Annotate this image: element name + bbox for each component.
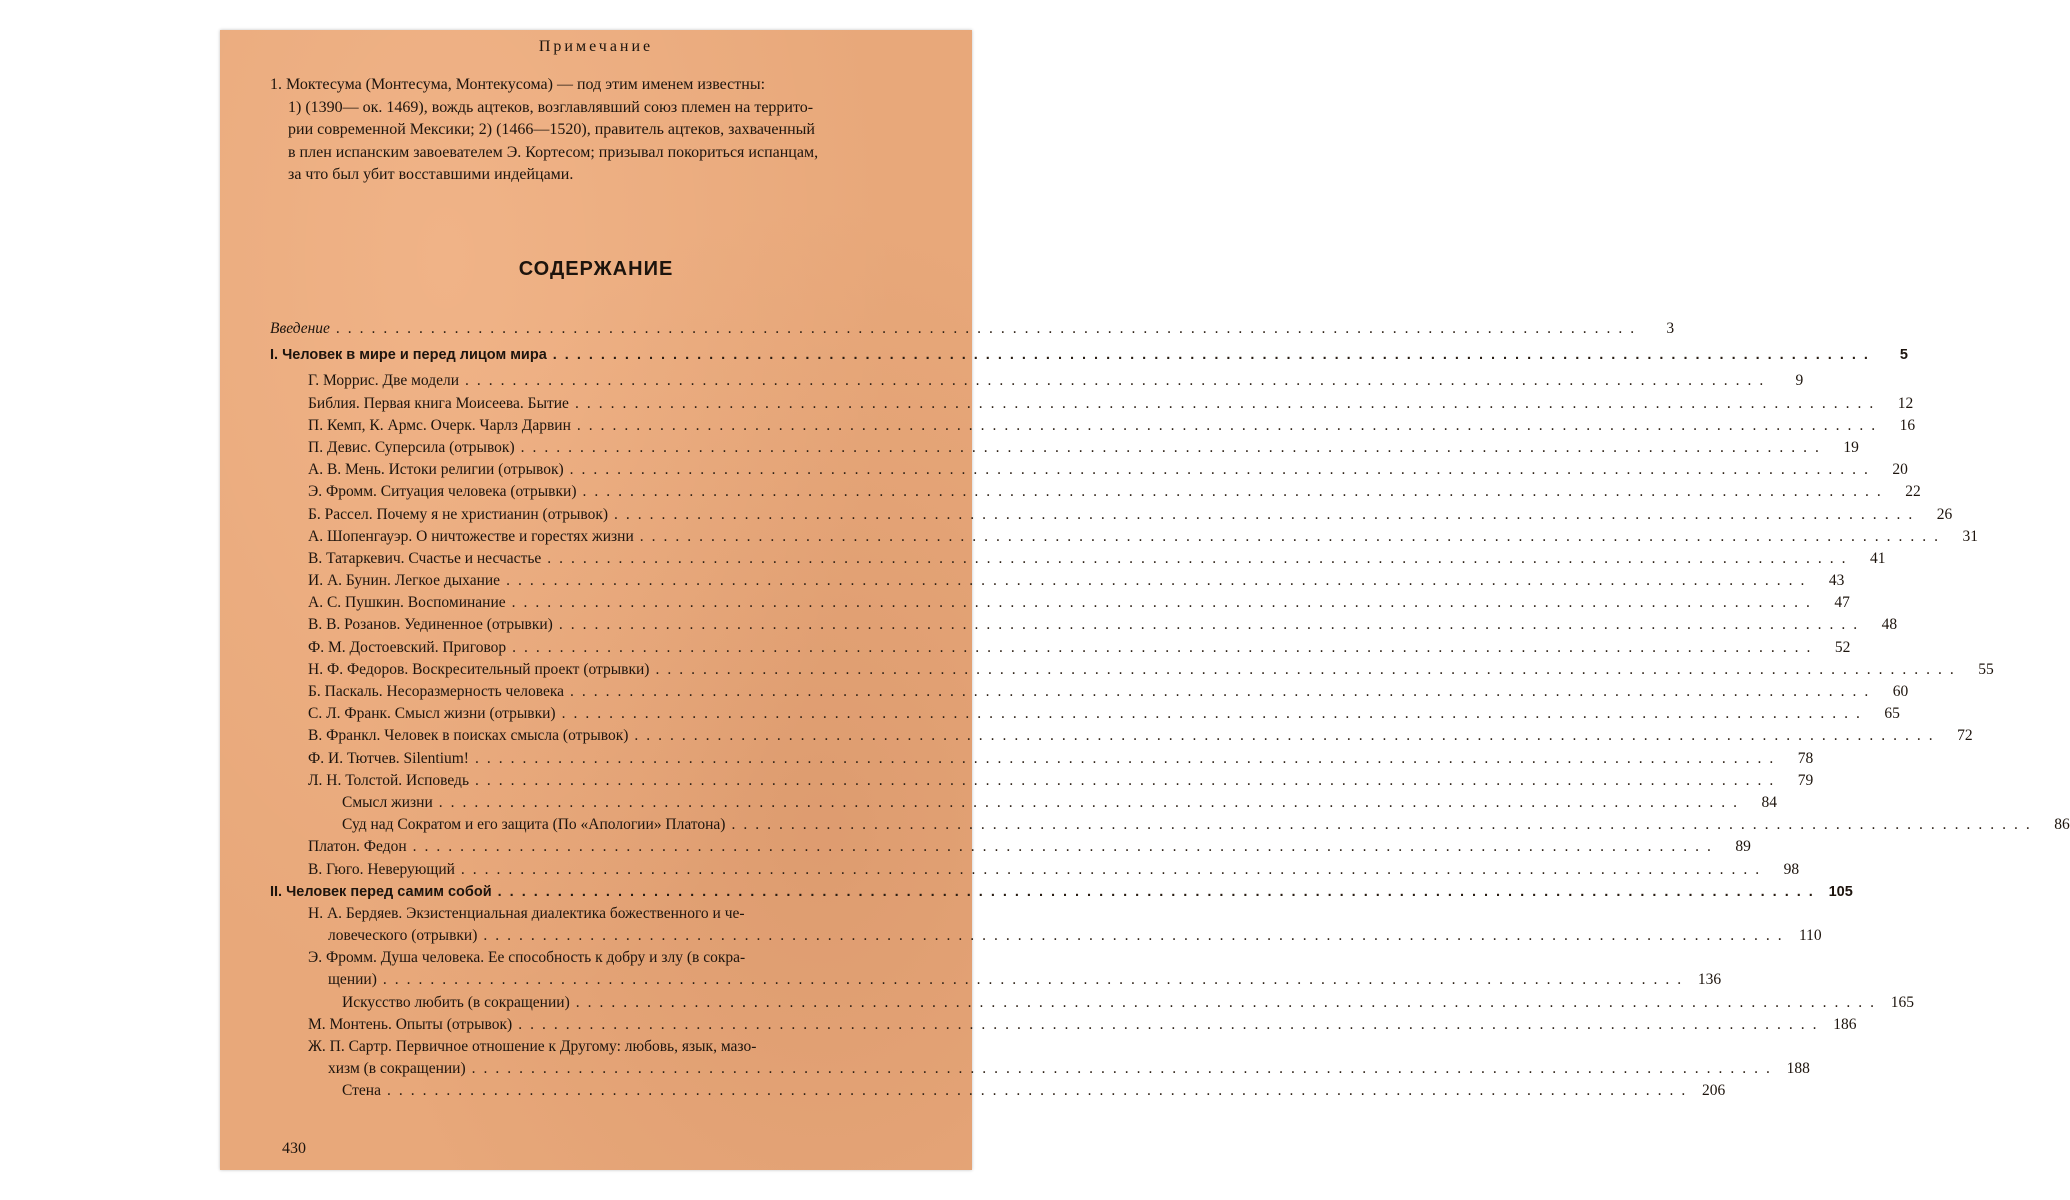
toc-entry <box>270 792 1778 814</box>
toc-entry-title: П. Девис. Суперсила (отрывок) <box>308 438 515 456</box>
toc-entry-page: 55 <box>1978 660 1994 678</box>
toc-entry-title: П. Кемп, К. Армс. Очерк. Чарлз Дарвин <box>308 416 571 434</box>
toc-entry <box>270 504 1953 526</box>
toc-entry-page: 105 <box>1828 883 1853 900</box>
toc-entry-title: Ф. И. Тютчев. Silentium! <box>308 749 469 767</box>
toc-entry-page: 84 <box>1761 793 1778 811</box>
toc-entry-page: 19 <box>1843 438 1859 456</box>
toc-entry-page: 65 <box>1884 705 1900 723</box>
toc-entry-page: 60 <box>1892 683 1909 700</box>
toc-entry-page: 9 <box>1795 372 1804 390</box>
toc-entry <box>270 814 2070 836</box>
toc-entry <box>270 481 1921 503</box>
toc-entry <box>270 992 1914 1014</box>
toc-leader-dots: .............................................................................................................. <box>483 927 1790 945</box>
toc-entry-page: 20 <box>1892 461 1908 479</box>
toc-entry <box>270 526 1979 548</box>
toc-entry-title: А. С. Пушкин. Воспоминание <box>308 594 506 612</box>
toc-entry-page: 16 <box>1899 416 1916 434</box>
toc-entry <box>270 836 1751 858</box>
toc-entry <box>270 903 952 925</box>
toc-leader-dots: .............................................................................................................. <box>412 838 1719 856</box>
toc-leader-dots: .............................................................................................................. <box>474 749 1782 767</box>
toc-entry-page: 26 <box>1936 505 1953 523</box>
toc-leader-dots: .............................................................................................................. <box>512 638 1819 656</box>
toc-entry-page: 43 <box>1828 572 1845 590</box>
toc-entry-page: 5 <box>1899 347 1908 364</box>
toc-entry <box>270 437 1859 459</box>
toc-entry-title: Платон. Федон <box>308 838 407 856</box>
toc-leader-dots: .............................................................................................................. <box>460 860 1768 878</box>
toc-leader-dots: .............................................................................................................. <box>475 771 1782 789</box>
toc-entry <box>270 370 1804 392</box>
book-page <box>220 30 2070 1170</box>
toc-leader-dots: .............................................................................................................. <box>655 660 1962 678</box>
toc-entry-page: 186 <box>1833 1015 1857 1033</box>
toc-leader-dots: .............................................................................................................. <box>335 320 1643 337</box>
toc-entry-title: Ф. М. Достоевский. Приговор <box>308 638 507 656</box>
toc-entry <box>270 681 1909 703</box>
toc-entry <box>270 459 1908 481</box>
toc-entry-continuation <box>270 1058 1810 1080</box>
toc-entry-title: В. Гюго. Неверующий <box>308 860 455 878</box>
toc-leader-dots: .............................................................................................................. <box>382 971 1690 989</box>
toc-entry <box>270 592 1850 614</box>
note-line: 1) (1390— ок. 1469), вождь ацтеков, возглавлявший союз племен на террито- <box>288 98 814 116</box>
toc-entry <box>270 614 1898 636</box>
toc-entry-title: В. В. Розанов. Уединенное (отрывки) <box>308 616 553 634</box>
toc-leader-dots: .............................................................................................................. <box>497 883 1821 900</box>
toc-entry-page: 79 <box>1797 771 1814 789</box>
toc-entry-title: ловеческого (отрывки) <box>328 927 478 945</box>
toc-entry <box>270 859 1800 881</box>
toc-entry <box>270 725 1973 747</box>
toc-entry-page: 188 <box>1786 1060 1810 1078</box>
toc-entry-title: М. Монтень. Опыты (отрывок) <box>308 1015 513 1033</box>
toc-entry-page: 31 <box>1962 527 1979 545</box>
toc-entry-page: 206 <box>1701 1082 1726 1100</box>
toc-entry-title: Введение <box>270 320 330 337</box>
toc-entry-page: 41 <box>1870 549 1886 567</box>
toc-leader-dots: .............................................................................................................. <box>511 594 1818 612</box>
toc-entry <box>270 393 1914 415</box>
toc-entry-page: 136 <box>1697 971 1722 989</box>
toc-leader-dots: .............................................................................................................. <box>575 993 1882 1011</box>
toc-entry <box>270 1014 1857 1036</box>
toc-entry-title: I. Человек в мире и перед лицом мира <box>270 347 547 364</box>
toc-entry-page: 98 <box>1783 860 1800 878</box>
toc-entry-title: А. Шопенгауэр. О ничтожестве и горестях жизни <box>308 527 634 545</box>
toc-entry-continuation <box>270 925 1822 947</box>
toc-leader-dots: .............................................................................................................. <box>561 705 1868 723</box>
toc-entry-page: 165 <box>1890 993 1914 1011</box>
toc-entry-title: Искусство любить (в сокращении) <box>342 993 570 1011</box>
toc-entry-title: Ж. П. Сартр. Первичное отношение к Другому: любовь, язык, мазо- <box>308 1038 757 1055</box>
toc-entry-title: Э. Фромм. Ситуация человека (отрывки) <box>308 483 577 501</box>
toc-entry-title: щении) <box>328 971 377 989</box>
toc-entry <box>270 703 1900 725</box>
toc-entry-title: Э. Фромм. Душа человека. Ее способность к добру и злу (в сокра- <box>308 949 746 967</box>
table-of-contents <box>270 318 2070 1103</box>
toc-entry-page: 12 <box>1897 394 1914 412</box>
toc-entry-page: 110 <box>1798 927 1822 945</box>
toc-leader-dots: .............................................................................................................. <box>520 438 1827 456</box>
note-line: в плен испанским завоевателем Э. Кортесом; призывал покориться испанцам, <box>288 143 819 161</box>
toc-leader-dots: .............................................................................................................. <box>518 1015 1825 1033</box>
toc-leader-dots: .............................................................................................................. <box>582 483 1889 501</box>
toc-entry <box>270 770 1814 792</box>
toc-entry-page: 22 <box>1905 483 1921 501</box>
toc-leader-dots: .............................................................................................................. <box>506 572 1813 590</box>
toc-entry-title: В. Татаркевич. Счастье и несчастье <box>308 549 542 567</box>
toc-leader-dots: .............................................................................................................. <box>569 461 1876 479</box>
toc-entry-title: Суд над Сократом и его защита (По «Апологии» Платона) <box>342 816 726 834</box>
toc-entry-title: С. Л. Франк. Смысл жизни (отрывки) <box>308 705 556 723</box>
toc-entry-title: Библия. Первая книга Моисеева. Бытие <box>308 394 569 412</box>
toc-leader-dots: .............................................................................................................. <box>558 616 1866 634</box>
toc-entry-title: Б. Паскаль. Несоразмерность человека <box>308 683 564 700</box>
toc-leader-dots: .............................................................................................................. <box>386 1082 1694 1100</box>
toc-entry <box>270 415 1916 437</box>
toc-entry-title: Стена <box>342 1082 381 1100</box>
toc-entry-title: Смысл жизни <box>342 793 433 811</box>
page-number: 430 <box>282 1140 306 1157</box>
toc-entry-title: Б. Рассел. Почему я не христианин (отрывок) <box>308 505 609 523</box>
toc-leader-dots: .............................................................................................................. <box>552 347 1876 364</box>
toc-entry <box>270 947 952 969</box>
toc-section-2 <box>270 881 1853 903</box>
toc-leader-dots: .............................................................................................................. <box>465 372 1772 390</box>
toc-leader-dots: .............................................................................................................. <box>731 816 2038 834</box>
toc-entry-title: хизм (в сокращении) <box>328 1060 466 1078</box>
toc-entry-page: 47 <box>1834 594 1850 612</box>
toc-entry-page: 52 <box>1834 638 1851 656</box>
note-heading: Примечание <box>538 38 654 55</box>
contents-heading: СОДЕРЖАНИЕ <box>518 258 674 280</box>
toc-leader-dots: .............................................................................................................. <box>639 527 1947 545</box>
toc-entry <box>270 570 1845 592</box>
note-line: 1. Моктесума (Монтесума, Монтекусома) — под этим именем известны: <box>270 76 766 93</box>
toc-entry-title: Н. Ф. Федоров. Воскресительный проект (отрывки) <box>308 660 650 678</box>
toc-entry-title: II. Человек перед самим собой <box>270 883 492 900</box>
toc-entry <box>270 1036 952 1058</box>
toc-leader-dots: .............................................................................................................. <box>570 683 1877 700</box>
toc-entry <box>270 548 1886 570</box>
toc-leader-dots: .............................................................................................................. <box>574 394 1882 412</box>
toc-entry-title: Л. Н. Толстой. Исповедь <box>308 771 470 789</box>
note-body <box>270 74 952 187</box>
toc-leader-dots: .............................................................................................................. <box>438 793 1746 811</box>
toc-leader-dots: .............................................................................................................. <box>614 505 1921 523</box>
toc-entry-page: 72 <box>1957 727 1973 745</box>
toc-entry-continuation <box>270 969 1722 991</box>
toc-leader-dots: .............................................................................................................. <box>547 549 1854 567</box>
toc-entry-title: В. Франкл. Человек в поисках смысла (отрывок) <box>308 727 629 745</box>
toc-entry-title: И. А. Бунин. Легкое дыхание <box>308 572 501 590</box>
toc-entry-title: Г. Моррис. Две модели <box>308 372 459 390</box>
toc-entry <box>270 637 1851 659</box>
toc-entry-title: А. В. Мень. Истоки религии (отрывок) <box>308 461 564 479</box>
toc-entry <box>270 1080 1726 1102</box>
toc-entry-page: 86 <box>2054 816 2070 834</box>
toc-leader-dots: .............................................................................................................. <box>471 1060 1778 1078</box>
toc-entry-page: 48 <box>1881 616 1898 634</box>
toc-entry-title: Н. А. Бердяев. Экзистенциальная диалектика божественного и че- <box>308 904 745 922</box>
toc-leader-dots: .............................................................................................................. <box>634 727 1941 745</box>
toc-entry <box>270 748 1814 770</box>
toc-entry <box>270 659 1994 681</box>
toc-entry-page: 89 <box>1735 838 1751 856</box>
note-line: за что был убит восставшими индейцами. <box>288 166 574 183</box>
toc-entry-page: 3 <box>1666 320 1675 337</box>
toc-entry-page: 78 <box>1797 749 1814 767</box>
toc-section-1 <box>270 344 1908 366</box>
toc-entry-introduction <box>270 318 1675 340</box>
toc-leader-dots: .............................................................................................................. <box>576 416 1884 434</box>
note-line: рии современной Мексики; 2) (1466—1520), правитель ацтеков, захваченный <box>288 121 815 138</box>
